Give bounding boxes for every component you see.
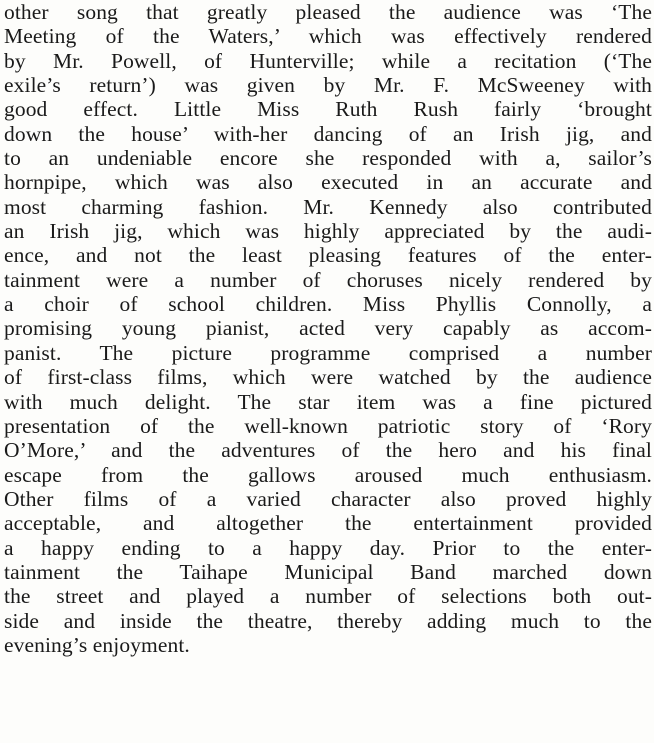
text-line: escape from the gallows aroused much enthusiasm. (4, 462, 652, 487)
text-line: the street and played a number of selections both out- (4, 584, 652, 609)
text-line: hornpipe, which was also executed in an accurate and (4, 170, 652, 195)
text-line: down the house’ with-her dancing of an Irish jig, and (4, 121, 652, 146)
text-line: a happy ending to a happy day. Prior to the enter- (4, 535, 652, 560)
text-line: to an undeniable encore she responded with a, sailor’s (4, 146, 652, 171)
text-line: by Mr. Powell, of Hunterville; while a recitation (‘The (4, 48, 652, 73)
text-line: other song that greatly pleased the audience was ‘The (4, 0, 652, 24)
text-line: side and inside the theatre, thereby adding much to the (4, 608, 652, 633)
text-line: an Irish jig, which was highly appreciated by the audi- (4, 219, 652, 244)
text-line: a choir of school children. Miss Phyllis Connolly, a (4, 292, 652, 317)
text-line: of first-class films, which were watched by the audience (4, 365, 652, 390)
text-line: tainment were a number of choruses nicely rendered by (4, 267, 652, 292)
text-line: panist. The picture programme comprised a number (4, 340, 652, 365)
text-line: presentation of the well-known patriotic story of ‘Rory (4, 413, 652, 438)
text-line: Other films of a varied character also proved highly (4, 486, 652, 511)
text-line: exile’s return’) was given by Mr. F. McSweeney with (4, 73, 652, 98)
text-line: acceptable, and altogether the entertainment provided (4, 511, 652, 536)
text-line: tainment the Taihape Municipal Band marched down (4, 559, 652, 584)
text-line: promising young pianist, acted very capably as accom- (4, 316, 652, 341)
text-line: with much delight. The star item was a fine pictured (4, 389, 652, 414)
article-text (4, 0, 652, 657)
text-line: evening’s enjoyment. (4, 632, 190, 657)
text-line: good effect. Little Miss Ruth Rush fairly ‘brought (4, 97, 652, 122)
text-line: Meeting of the Waters,’ which was effectively rendered (4, 24, 652, 49)
text-line: most charming fashion. Mr. Kennedy also contributed (4, 194, 652, 219)
text-line: ence, and not the least pleasing features of the enter- (4, 243, 652, 268)
text-line: O’More,’ and the adventures of the hero and his final (4, 438, 652, 463)
